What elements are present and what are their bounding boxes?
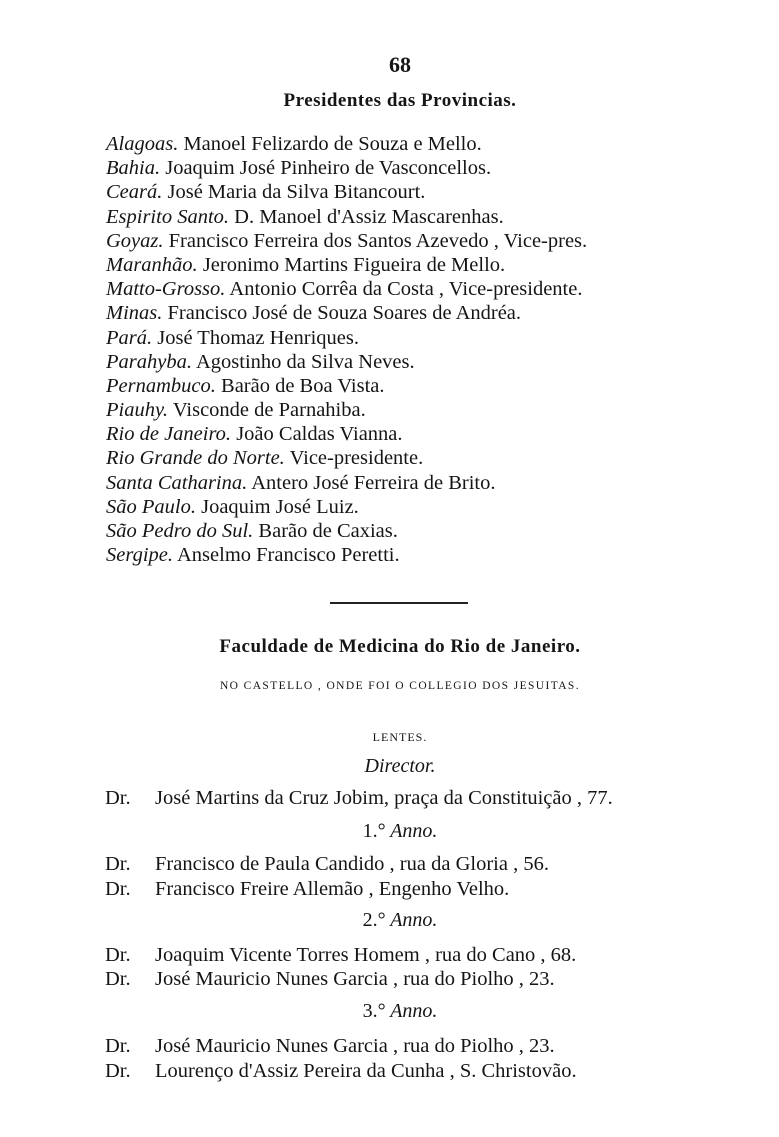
province-row [106, 205, 746, 229]
year-heading-1 [0, 820, 779, 843]
province-row [106, 326, 746, 350]
year-ordinal: 3.° [362, 1000, 386, 1022]
province-name: Espirito Santo. [106, 205, 230, 228]
province-name: Alagoas. [106, 133, 179, 155]
lente-text: José Mauricio Nunes Garcia , rua do Piolho , 23. [155, 968, 555, 990]
province-row [106, 350, 746, 374]
year-heading-3 [0, 1000, 779, 1023]
faculdade-title: Faculdade de Medicina do Rio de Janeiro. [219, 636, 581, 657]
province-row [106, 156, 746, 180]
lente-text: Lourenço d'Assiz Pereira da Cunha , S. Christovão. [155, 1060, 577, 1082]
president-name: Francisco José de Souza Soares de Andréa. [167, 302, 522, 325]
province-row [106, 422, 746, 446]
president-name: D. Manoel d'Assiz Mascarenhas. [234, 205, 504, 228]
province-row [106, 180, 746, 204]
province-name: Piauhy. [106, 399, 169, 422]
province-name: Parahyba. [106, 350, 192, 373]
president-name: Barão de Caxias. [258, 520, 398, 542]
year-label: Anno. [390, 909, 438, 931]
province-name: Rio de Janeiro. [106, 423, 232, 446]
director-heading: Director. [364, 755, 436, 777]
director-text: José Martins da Cruz Jobim, praça da Constituição , 77. [155, 787, 613, 809]
year-ordinal: 2.° [362, 909, 386, 931]
year-label: Anno. [390, 820, 438, 842]
faculdade-subtitle: NO CASTELLO , ONDE FOI O COLLEGIO DOS JESUITAS. [219, 680, 581, 692]
president-name: Barão de Boa Vista. [221, 374, 385, 397]
province-row [106, 543, 746, 567]
dr-prefix: Dr. [105, 944, 131, 966]
province-name: Sergipe. [106, 544, 173, 567]
dr-prefix: Dr. [105, 1060, 131, 1082]
province-row [106, 471, 746, 495]
lente-text: Joaquim Vicente Torres Homem , rua do Cano , 68. [155, 944, 577, 966]
province-name: São Paulo. [106, 495, 196, 518]
year-label: Anno. [390, 1000, 438, 1022]
dr-prefix: Dr. [105, 1035, 131, 1057]
lente-text: José Mauricio Nunes Garcia , rua do Piolho , 23. [155, 1035, 555, 1057]
province-row [106, 301, 746, 325]
province-row [106, 495, 746, 519]
lente-row [105, 878, 705, 901]
lente-row [105, 853, 705, 876]
province-name: Matto-Grosso. [106, 278, 226, 301]
director-row [105, 787, 705, 810]
dr-prefix: Dr. [105, 878, 131, 900]
president-name: Francisco Ferreira dos Santos Azevedo , Vice-pres. [168, 229, 588, 252]
lente-row [105, 1035, 705, 1058]
dr-prefix: Dr. [105, 853, 131, 875]
president-name: Vice-presidente. [289, 447, 424, 470]
page-number: 68 [389, 52, 411, 77]
president-name: José Maria da Silva Bitancourt. [167, 181, 426, 204]
president-name: Anselmo Francisco Peretti. [177, 544, 400, 567]
province-row [106, 277, 746, 301]
province-name: Pará. [106, 326, 153, 349]
province-row [106, 519, 746, 543]
province-row [106, 374, 746, 398]
president-name: Joaquim José Pinheiro de Vasconcellos. [165, 157, 492, 180]
province-name: Minas. [106, 302, 163, 325]
province-name: Goyaz. [106, 229, 164, 252]
province-name: Maranhão. [106, 253, 198, 276]
province-name: Santa Catharina. [106, 471, 248, 494]
president-name: Joaquim José Luiz. [201, 495, 359, 518]
lente-text: Francisco de Paula Candido , rua da Gloria , 56. [155, 853, 549, 875]
province-name: Ceará. [106, 181, 163, 204]
province-row [106, 398, 746, 422]
president-name: Agostinho da Silva Neves. [195, 350, 415, 373]
president-name: Antero José Ferreira de Brito. [251, 471, 496, 494]
province-row [106, 253, 746, 277]
president-name: Manoel Felizardo de Souza e Mello. [183, 133, 482, 155]
dr-prefix: Dr. [105, 787, 131, 809]
year-ordinal: 1.° [362, 820, 386, 842]
province-row [106, 229, 746, 253]
province-row [106, 132, 746, 156]
dr-prefix: Dr. [105, 968, 131, 990]
president-name: Antonio Corrêa da Costa , Vice-presidente. [229, 278, 583, 301]
province-name: São Pedro do Sul. [106, 520, 254, 542]
lente-text: Francisco Freire Allemão , Engenho Velho. [155, 878, 510, 900]
president-name: Jeronimo Martins Figueira de Mello. [202, 253, 506, 276]
presidentes-title: Presidentes das Provincias. [283, 90, 517, 111]
lente-row [105, 944, 705, 967]
president-name: João Caldas Vianna. [236, 423, 403, 446]
lentes-label: LENTES. [372, 730, 428, 744]
lente-row [105, 1060, 705, 1083]
province-name: Bahia. [106, 157, 161, 180]
province-list [106, 132, 746, 567]
province-name: Rio Grande do Norte. [106, 447, 285, 470]
president-name: José Thomaz Henriques. [157, 326, 359, 349]
president-name: Visconde de Parnahiba. [172, 399, 366, 422]
province-row [106, 446, 746, 470]
year-heading-2 [0, 909, 779, 932]
lente-row [105, 968, 705, 991]
section-divider [330, 602, 468, 604]
province-name: Pernambuco. [106, 374, 216, 397]
